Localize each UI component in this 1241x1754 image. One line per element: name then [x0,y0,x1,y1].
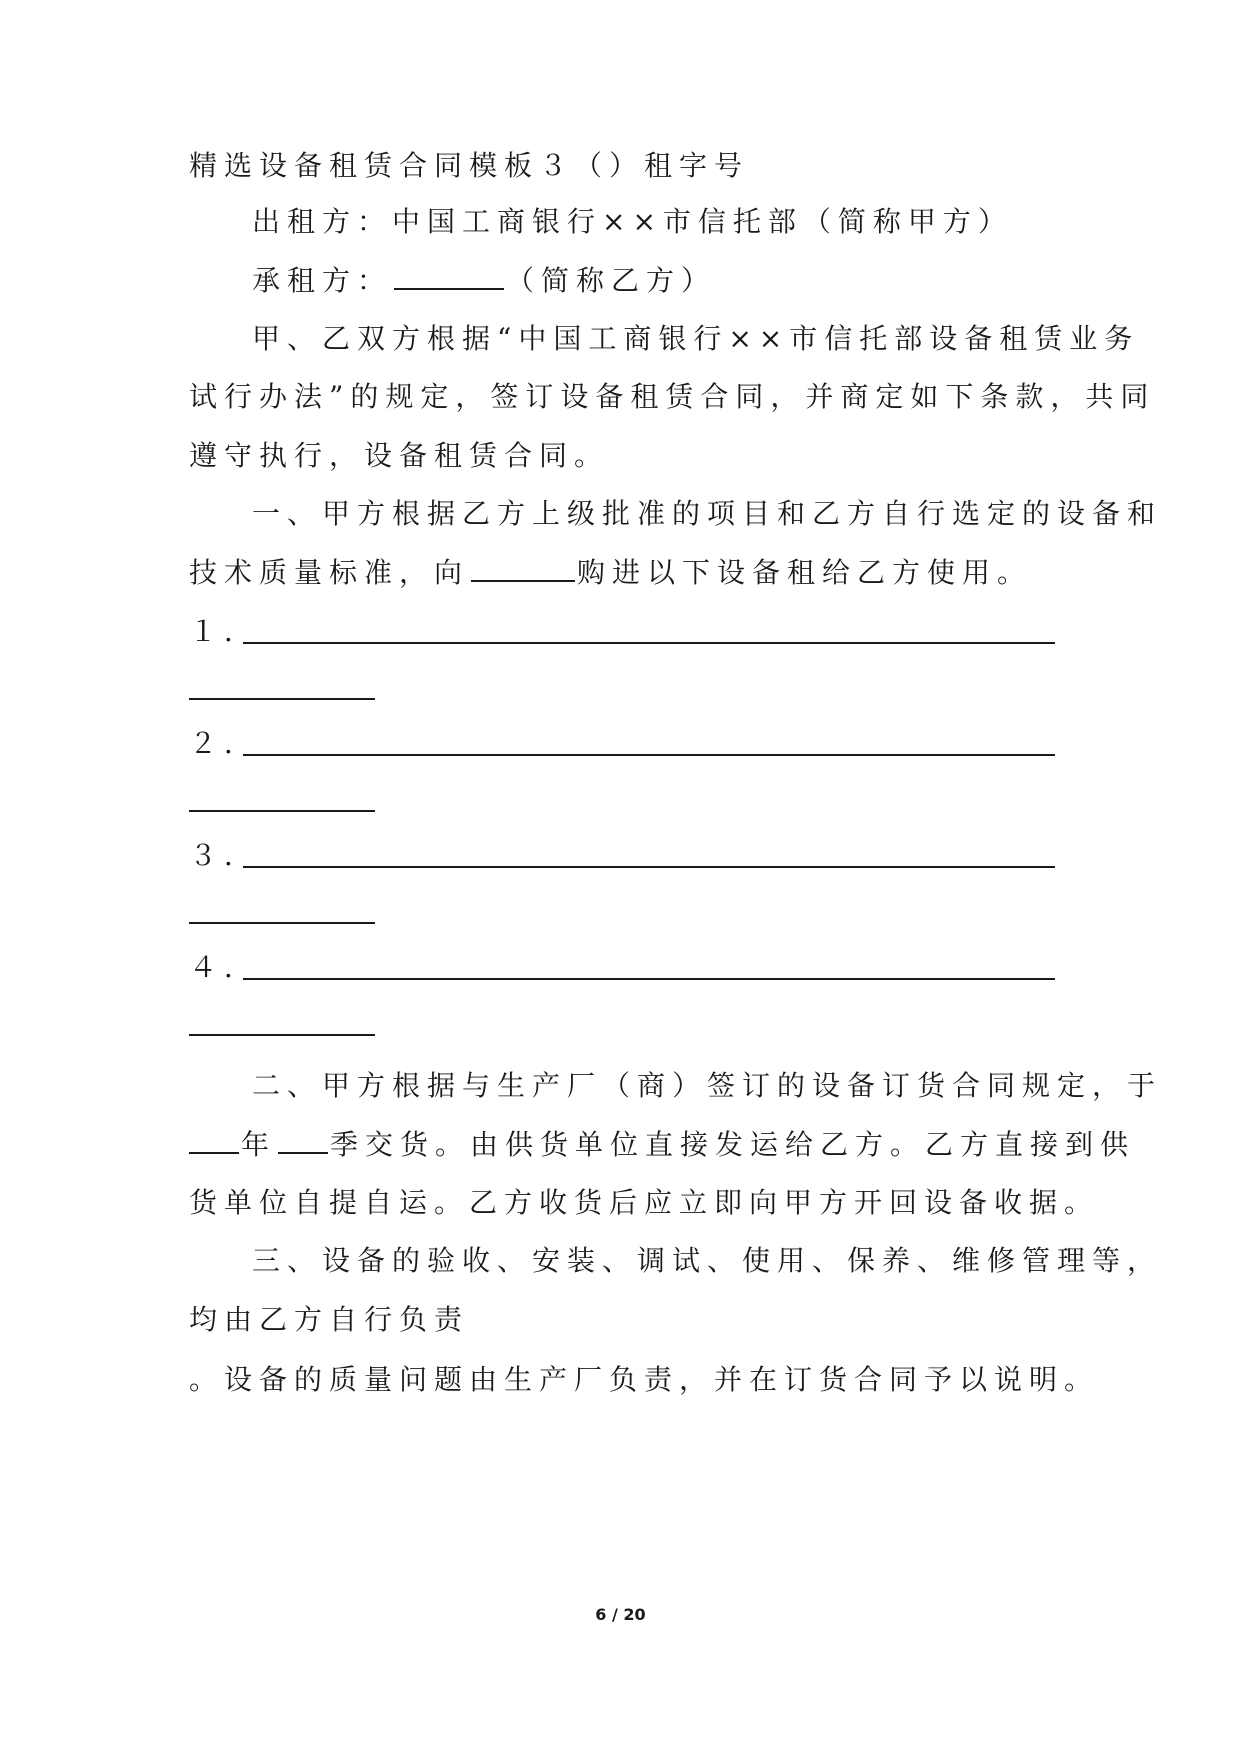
item-2 [189,722,1059,766]
item-3 [189,834,1059,878]
item-3-blank [243,866,1055,868]
item-4-blank [243,978,1055,980]
clause1-suffix: 购进以下设备租给乙方使用。 [577,556,1033,589]
lessor-line: 出租方：中国工商银行××市信托部（简称甲方） [252,205,1013,238]
season-blank [278,1122,328,1154]
clause3-line-1: 三、设备的验收、安装、调试、使用、保养、维修管理等， [252,1244,1163,1277]
page-number: 6 / 20 [595,1605,646,1624]
item-3-continuation-blank [189,922,375,924]
clause1-line-2 [189,550,1059,594]
item-number: ３． [189,839,260,872]
clause1-line-1: 一、甲方根据乙方上级批准的项目和乙方自行选定的设备和 [252,497,1163,530]
clause3-line-2: 均由乙方自行负责 [189,1303,470,1336]
supplier-blank [471,550,575,582]
item-number: １． [189,615,260,648]
clause3-line-3: 。设备的质量问题由生产厂负责，并在订货合同予以说明。 [189,1363,1100,1396]
intro-line-1: 甲、乙双方根据“中国工商银行××市信托部设备租赁业务 [252,322,1140,355]
lessee-line [252,258,1059,302]
item-1 [189,610,1059,654]
clause2-line-1: 二、甲方根据与生产厂（商）签订的设备订货合同规定，于 [252,1069,1163,1102]
intro-line-3: 遵守执行，设备租赁合同。 [189,439,610,472]
season-text: 季交货。由供货单位直接发运给乙方。乙方直接到供 [330,1128,1136,1161]
clause2-line-2 [189,1122,1136,1166]
item-2-blank [243,754,1055,756]
intro-line-2: 试行办法”的规定，签订设备租赁合同，并商定如下条款，共同 [189,380,1156,413]
lessee-suffix: （简称乙方） [506,264,717,297]
item-1-blank [243,642,1055,644]
year-blank [189,1122,239,1154]
lessee-prefix: 承租方： [252,264,393,297]
clause1-prefix: 技术质量标准，向 [189,556,470,589]
item-number: ２． [189,727,260,760]
item-number: ４． [189,951,260,984]
year-label: 年 [241,1128,277,1161]
item-2-continuation-blank [189,810,375,812]
item-1-continuation-blank [189,698,375,700]
title-line: 精选设备租赁合同模板３（）租字号 [189,149,750,182]
item-4 [189,946,1059,990]
item-4-continuation-blank [189,1034,375,1036]
clause2-line-3: 货单位自提自运。乙方收货后应立即向甲方开回设备收据。 [189,1186,1100,1219]
lessee-blank [394,258,504,290]
